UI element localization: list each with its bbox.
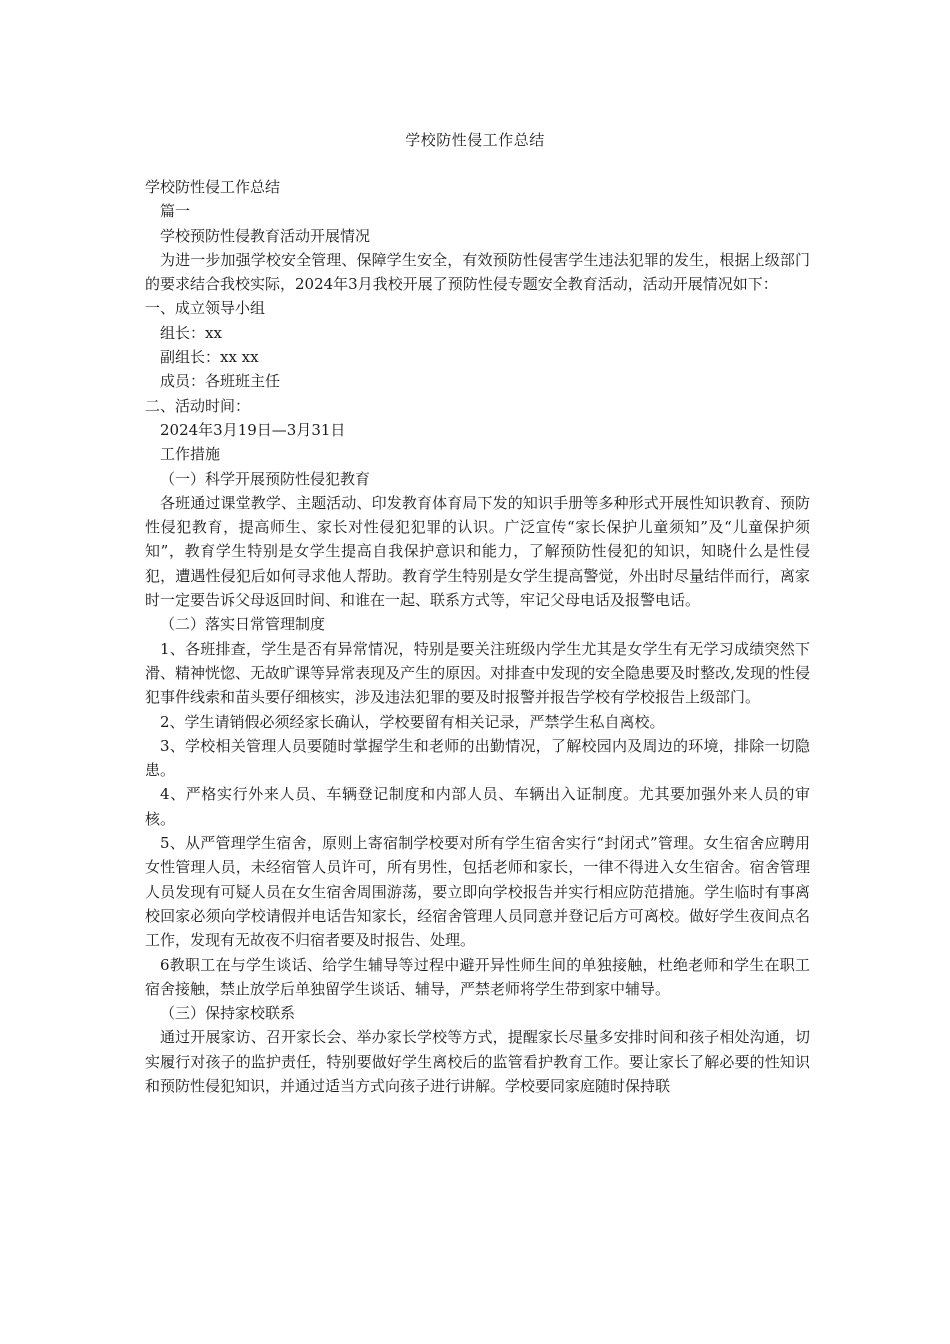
list-item: 2、学生请销假必须经家长确认，学校要留有相关记录，严禁学生私自离校。 [160, 712, 665, 731]
list-item: 3、学校相关管理人员要随时掌握学生和老师的出勤情况，了解校园内及周边的环境，排除一切隐患。 [145, 736, 810, 780]
document-body [145, 175, 810, 1098]
subheading-management: （二）落实日常管理制度 [160, 615, 326, 634]
list-item: 5、从严管理学生宿舍，原则上寄宿制学校要对所有学生宿舍实行“封闭式”管理。女生宿舍应聘用女性管理人员，未经宿管人员许可，所有男性，包括老师和家长，一律不得进入女生宿舍。宿舍管理人员发现有可疑人员在女生宿舍周围游荡，要立即向学校报告并实行相应防范措施。学生临时有事离校回家必须向学校请假并电话告知家长，经宿舍管理人员同意并登记后方可离校。做好学生夜间点名工作，发现有无故夜不归宿者要及时报告、处理。 [145, 834, 810, 950]
paragraph-education: 各班通过课堂教学、主题活动、印发教育体育局下发的知识手册等多种形式开展性知识教育、预防性侵犯教育，提高师生、家长对性侵犯犯罪的认识。广泛宣传“家长保护儿童须知”及“儿童保护须知”，教育学生特别是女学生提高自我保护意识和能力，了解预防性侵犯的知识，知晓什么是性侵犯，遭遇性侵犯后如何寻求他人帮助。教育学生特别是女学生提高警觉，外出时尽量结伴而行，离家时一定要告诉父母返回时间、和谁在一起、联系方式等，牢记父母电话及报警电话。 [145, 493, 810, 610]
paragraph-home-school: 通过开展家访、召开家长会、举办家长学校等方式，提醒家长尽量多安排时间和孩子相处沟通，切实履行对孩子的监护责任，特别要做好学生离校后的监管看护教育工作。要让家长了解必要的性知识和预防性侵犯知识，并通过适当方式向孩子进行讲解。学校要同家庭随时保持联 [145, 1028, 810, 1095]
heading-measures: 工作措施 [160, 445, 221, 464]
heading-activity-time: 二、活动时间： [145, 396, 251, 415]
leader-line: 组长：xx [160, 323, 222, 342]
subheading-education: （一）科学开展预防性侵犯教育 [160, 469, 371, 488]
list-item: 1、各班排查，学生是否有异常情况，特别是要关注班级内学生尤其是女学生有无学习成绩突然下滑、精神恍惚、无故旷课等异常表现及产生的原因。对排查中发现的安全隐患要及时整改,发现的性侵犯事件线索和苗头要仔细核实，涉及违法犯罪的要及时报警并报告学校有学校报告上级部门。 [145, 639, 810, 707]
section-label: 篇一 [160, 202, 191, 221]
body-heading: 学校防性侵工作总结 [145, 178, 281, 196]
subheading-home-school: （三）保持家校联系 [160, 1004, 296, 1023]
section-subtitle: 学校预防性侵教育活动开展情况 [160, 226, 371, 245]
page-title: 学校防性侵工作总结 [405, 131, 545, 149]
list-item: 4、严格实行外来人员、车辆登记制度和内部人员、车辆出入证制度。尤其要加强外来人员的审核。 [145, 785, 810, 828]
intro-paragraph: 为进一步加强学校安全管理、保障学生安全，有效预防性侵害学生违法犯罪的发生，根据上级部门的要求结合我校实际，2024年3月我校开展了预防性侵专题安全教育活动，活动开展情况如下： [145, 250, 810, 294]
activity-dates: 2024年3月19日—3月31日 [160, 420, 346, 439]
heading-leadership: 一、成立领导小组 [145, 299, 266, 318]
list-item: 6教职工在与学生谈话、给学生辅导等过程中避开异性师生间的单独接触，杜绝老师和学生在职工宿舍接触，禁止放学后单独留学生谈话、辅导，严禁老师将学生带到家中辅导。 [145, 955, 810, 998]
members-line: 成员：各班班主任 [160, 372, 281, 391]
deputy-leader-line: 副组长：xx xx [160, 348, 259, 367]
